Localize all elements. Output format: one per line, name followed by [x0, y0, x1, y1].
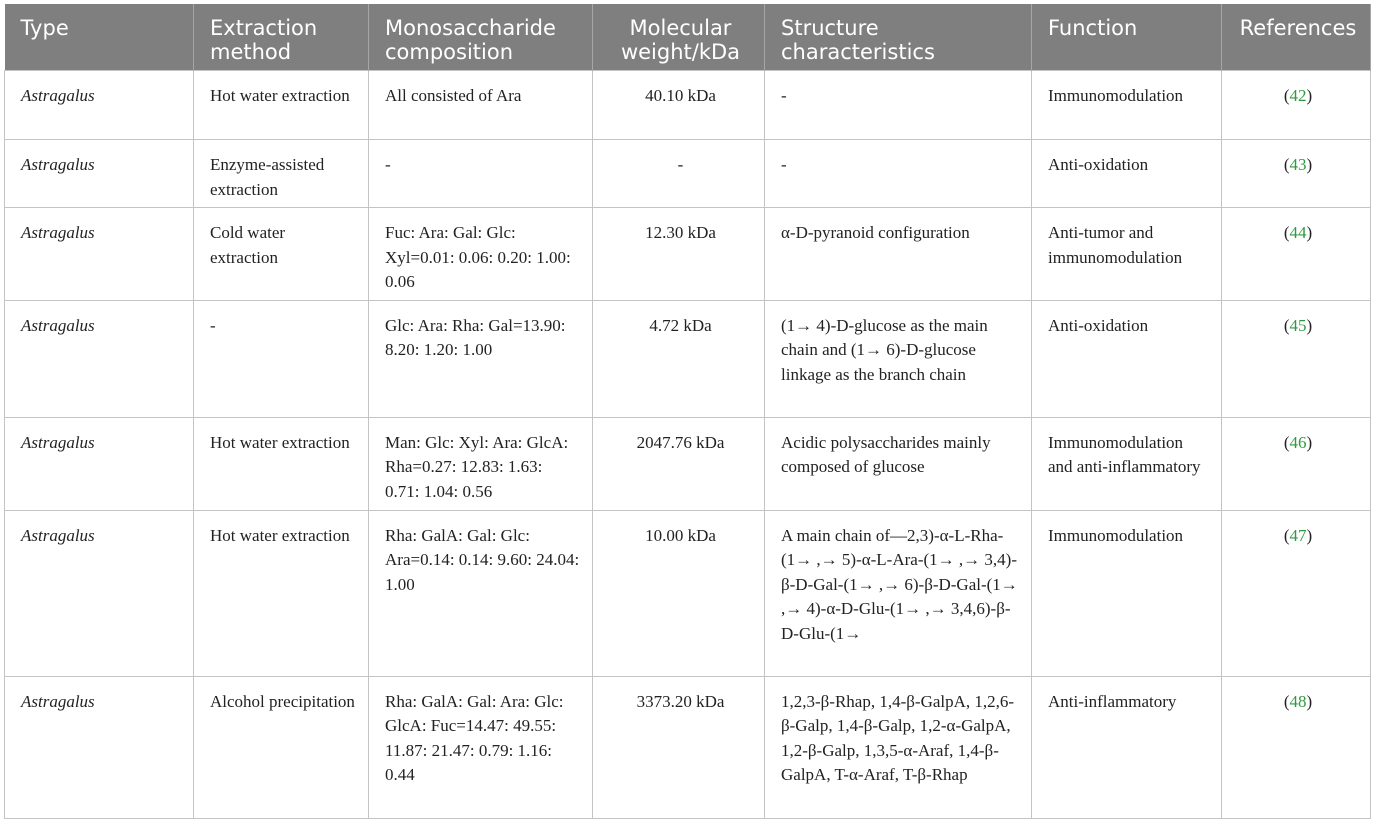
cell-type: Astragalus: [5, 510, 194, 676]
cell-type: Astragalus: [5, 417, 194, 510]
cell-type: Astragalus: [5, 676, 194, 818]
cell-type: Astragalus: [5, 300, 194, 417]
cell-monosaccharide-composition: Rha: GalA: Gal: Glc: Ara=0.14: 0.14: 9.60: 24.04: 1.00: [369, 510, 593, 676]
cell-monosaccharide-composition: All consisted of Ara: [369, 71, 593, 140]
cell-extraction-method: Alcohol precipitation: [194, 676, 369, 818]
reference-link[interactable]: 47: [1289, 525, 1307, 545]
cell-extraction-method: Enzyme-assisted extraction: [194, 140, 369, 208]
cell-extraction-method: Hot water extraction: [194, 71, 369, 140]
reference-link[interactable]: 42: [1289, 86, 1307, 105]
cell-function: Anti-inflammatory: [1032, 676, 1222, 818]
cell-molecular-weight: 10.00 kDa: [593, 510, 765, 676]
cell-reference: (47): [1222, 510, 1371, 676]
reference-link[interactable]: 44: [1289, 223, 1307, 242]
reference-link[interactable]: 45: [1289, 315, 1307, 335]
cell-reference: (42): [1222, 71, 1371, 140]
cell-function: Immunomodulation: [1032, 510, 1222, 676]
cell-structure-characteristics: -: [765, 140, 1032, 208]
cell-monosaccharide-composition: Rha: GalA: Gal: Ara: Glc: GlcA: Fuc=14.47: 49.55: 11.87: 21.47: 0.79: 1.16: 0.44: [369, 676, 593, 818]
header-molecular-weight: Molecular weight/kDa: [593, 4, 765, 71]
cell-type: Astragalus: [5, 71, 194, 140]
header-type: Type: [5, 4, 194, 71]
cell-structure-characteristics: Acidic polysaccharides mainly composed of glucose: [765, 417, 1032, 510]
cell-extraction-method: Hot water extraction: [194, 417, 369, 510]
cell-extraction-method: -: [194, 300, 369, 417]
cell-molecular-weight: 2047.76 kDa: [593, 417, 765, 510]
cell-molecular-weight: 12.30 kDa: [593, 208, 765, 301]
table-row: [5, 300, 1371, 417]
cell-structure-characteristics: -: [765, 71, 1032, 140]
polysaccharide-table: [4, 4, 1371, 819]
cell-function: Immunomodulation: [1032, 71, 1222, 140]
cell-molecular-weight: 4.72 kDa: [593, 300, 765, 417]
table-row: [5, 510, 1371, 676]
cell-type: Astragalus: [5, 140, 194, 208]
cell-molecular-weight: 3373.20 kDa: [593, 676, 765, 818]
cell-monosaccharide-composition: Man: Glc: Xyl: Ara: GlcA: Rha=0.27: 12.83: 1.63: 0.71: 1.04: 0.56: [369, 417, 593, 510]
cell-type: Astragalus: [5, 208, 194, 301]
table-row: [5, 71, 1371, 140]
header-extraction-method: Extraction method: [194, 4, 369, 71]
table-row: [5, 417, 1371, 510]
header-row: [5, 4, 1371, 71]
cell-reference: (43): [1222, 140, 1371, 208]
cell-function: Anti-oxidation: [1032, 300, 1222, 417]
header-function: Function: [1032, 4, 1222, 71]
cell-extraction-method: Hot water extraction: [194, 510, 369, 676]
cell-reference: (46): [1222, 417, 1371, 510]
reference-link[interactable]: 48: [1289, 691, 1307, 711]
cell-molecular-weight: 40.10 kDa: [593, 71, 765, 140]
cell-function: Anti-tumor and immunomodulation: [1032, 208, 1222, 301]
cell-reference: (44): [1222, 208, 1371, 301]
table-row: [5, 208, 1371, 301]
table-row: [5, 140, 1371, 208]
cell-reference: (48): [1222, 676, 1371, 818]
cell-function: Anti-oxidation: [1032, 140, 1222, 208]
cell-extraction-method: Cold water extraction: [194, 208, 369, 301]
table-row: [5, 676, 1371, 818]
reference-link[interactable]: 43: [1289, 155, 1307, 174]
cell-molecular-weight: -: [593, 140, 765, 208]
cell-function: Immunomodulation and anti-inflammatory: [1032, 417, 1222, 510]
cell-structure-characteristics: A main chain of—2,3)-α-L-Rha-(1→ ,→ 5)-α-L-Ara-(1→ ,→ 3,4)-β-D-Gal-(1→ ,→ 6)-β-D-Gal-(1→ ,→ 4)-α-D-Glu-(1→ ,→ 3,4,6)-β-D-Glu-(1→: [765, 510, 1032, 676]
cell-monosaccharide-composition: Glc: Ara: Rha: Gal=13.90: 8.20: 1.20: 1.00: [369, 300, 593, 417]
cell-structure-characteristics: α-D-pyranoid configuration: [765, 208, 1032, 301]
cell-reference: (45): [1222, 300, 1371, 417]
header-references: References: [1222, 4, 1371, 71]
cell-monosaccharide-composition: -: [369, 140, 593, 208]
reference-link[interactable]: 46: [1289, 432, 1307, 452]
cell-structure-characteristics: (1→ 4)-D-glucose as the main chain and (1→ 6)-D-glucose linkage as the branch chain: [765, 300, 1032, 417]
header-monosaccharide-composition: Monosaccharide composition: [369, 4, 593, 71]
header-structure-characteristics: Structure characteristics: [765, 4, 1032, 71]
cell-structure-characteristics: 1,2,3-β-Rhap, 1,4-β-GalpA, 1,2,6-β-Galp, 1,4-β-Galp, 1,2-α-GalpA, 1,2-β-Galp, 1,3,5-α-Araf, 1,4-β-GalpA, T-α-Araf, T-β-Rhap: [765, 676, 1032, 818]
cell-monosaccharide-composition: Fuc: Ara: Gal: Glc: Xyl=0.01: 0.06: 0.20: 1.00: 0.06: [369, 208, 593, 301]
